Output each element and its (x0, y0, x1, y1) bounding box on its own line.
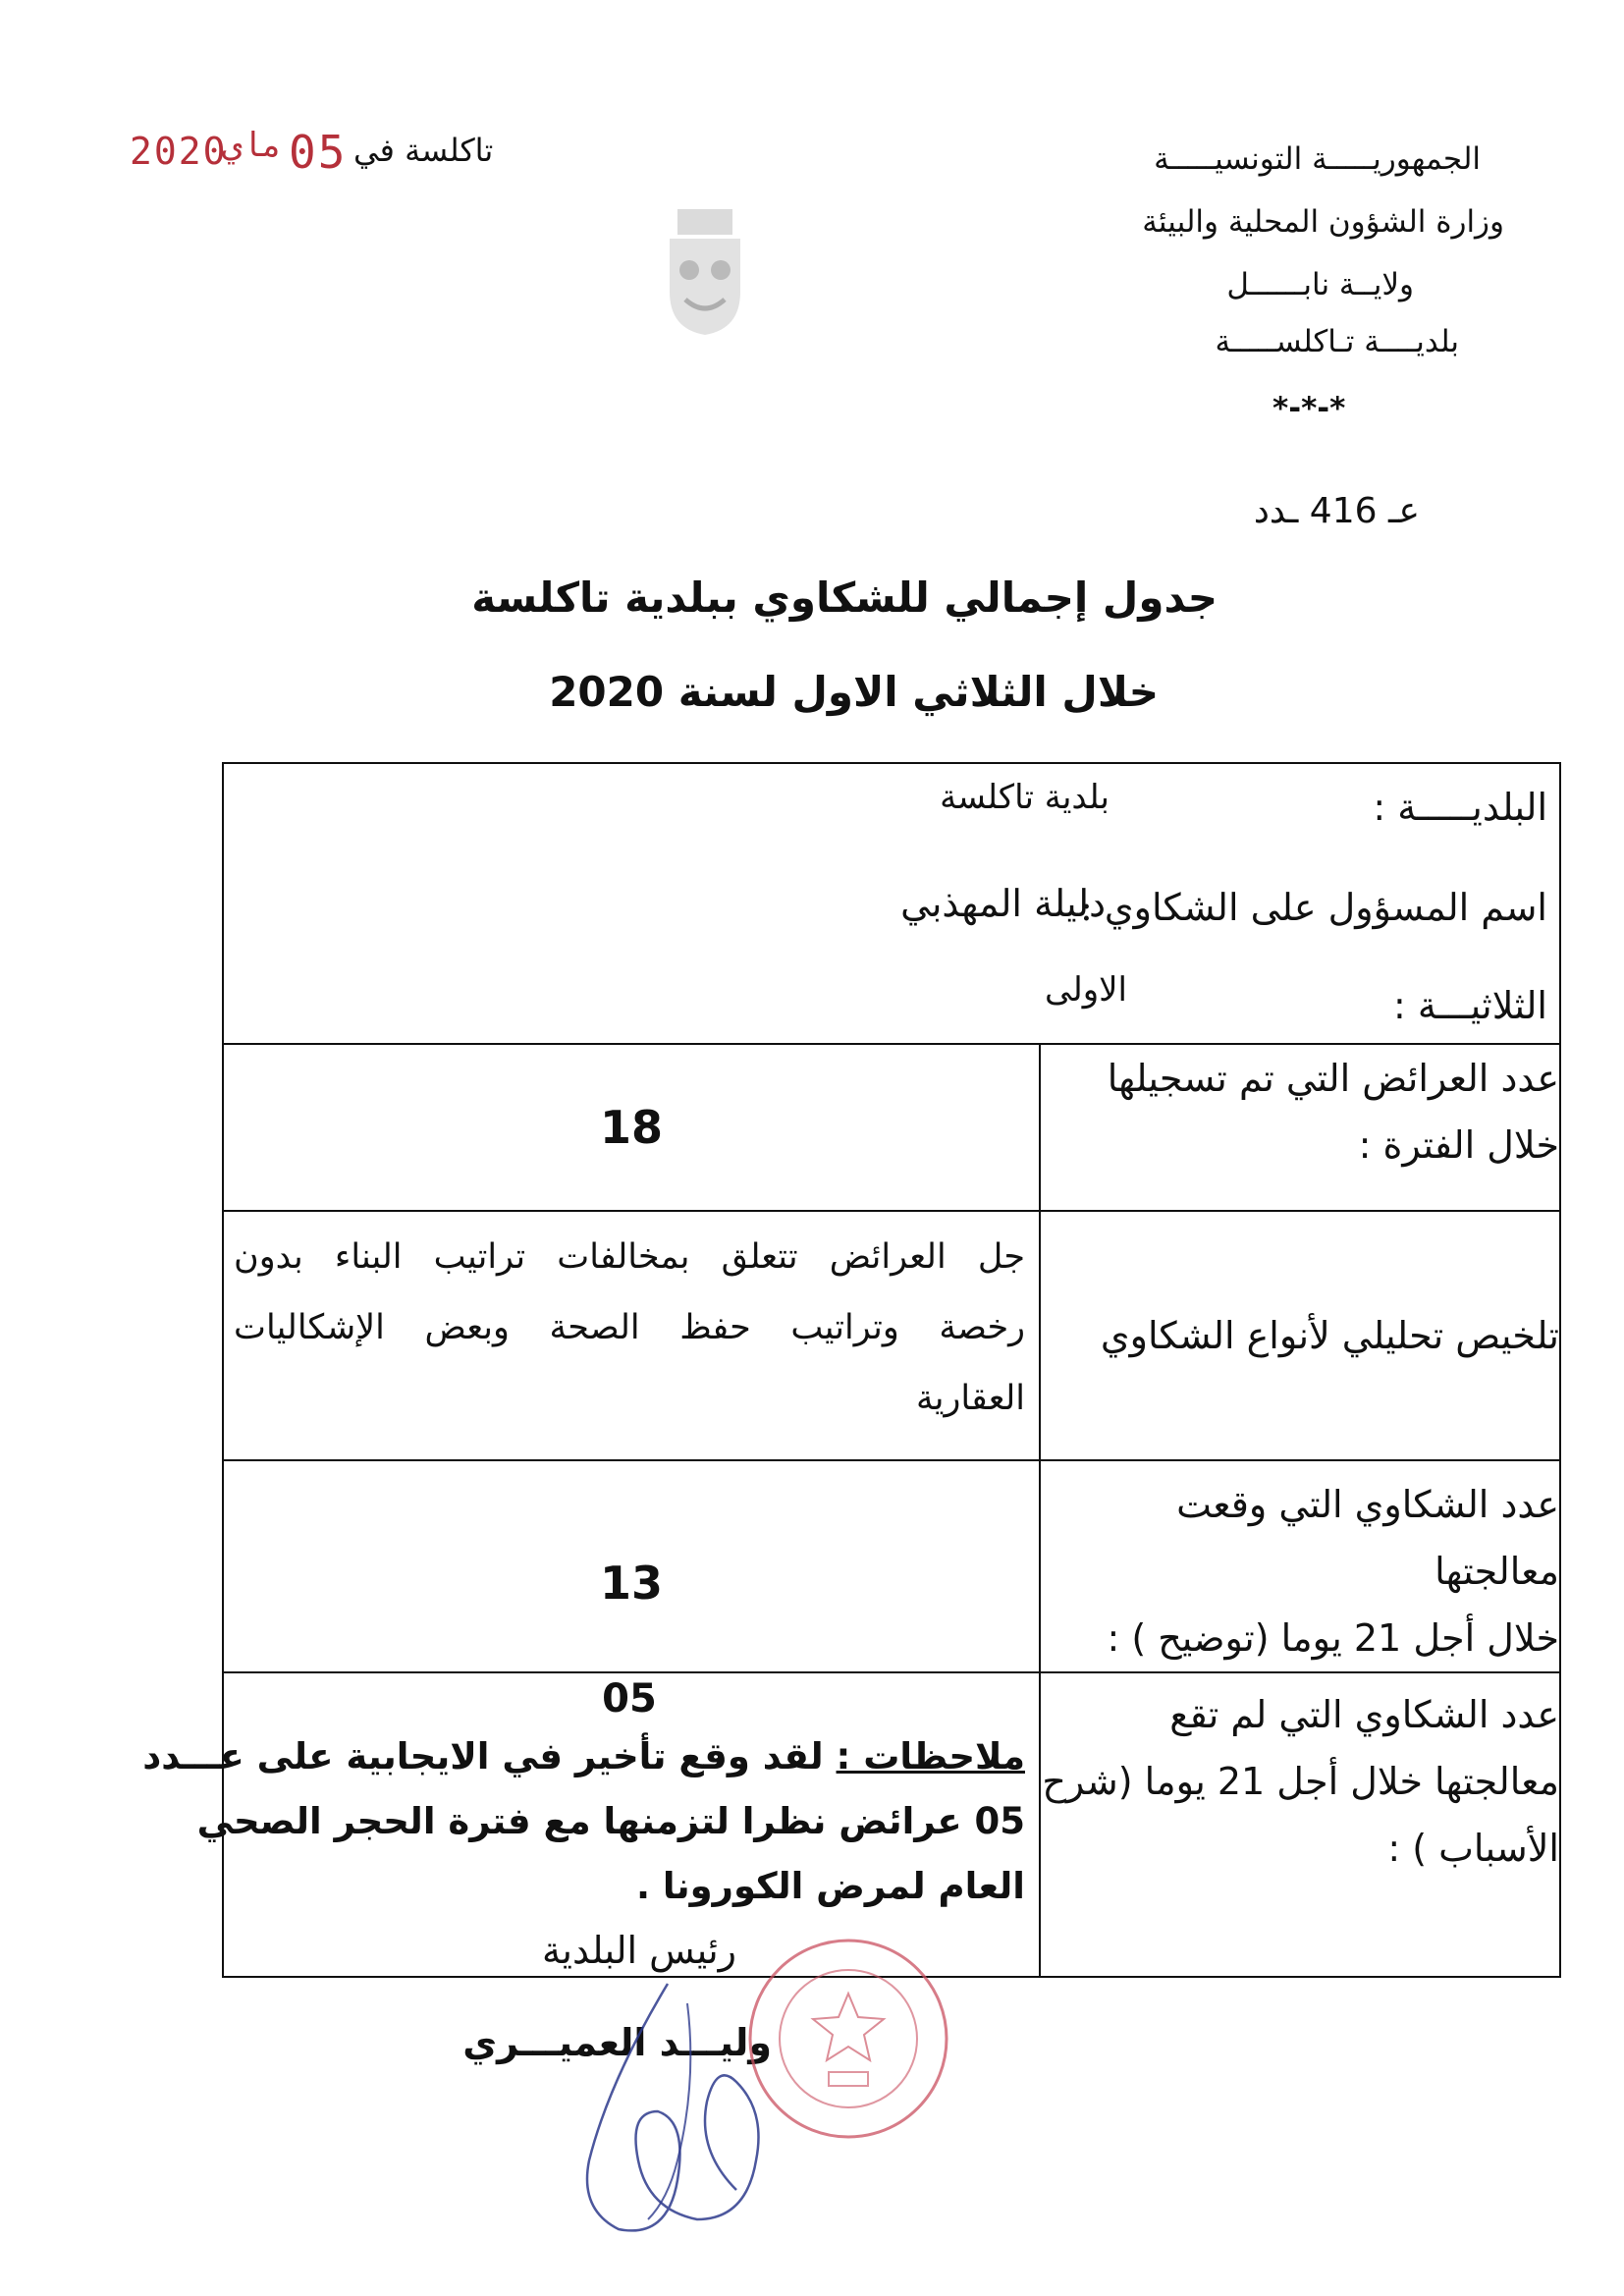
notes-line: 05 عرائض نظرا لتزمنها مع فترة الحجر الصحي (196, 1800, 1025, 1842)
page-title: جدول إجمالي للشكاوي ببلدية تاكلسة (471, 574, 1218, 622)
header-country: الجمهوريـــــة التونسيـــــة (1154, 141, 1481, 177)
label-line: عدد العرائض التي تم تسجيلها (1107, 1057, 1559, 1100)
signature-name: وليـــد العميـــري (462, 2021, 772, 2064)
officer-label: اسم المسؤول على الشكاوي : (1079, 886, 1547, 929)
row-processed-label (1040, 1460, 1560, 1672)
row-unprocessed-label (1040, 1672, 1560, 1977)
signature-title: رئيس البلدية (542, 1929, 736, 1972)
notes-line-1 (142, 1724, 1025, 1789)
summary-line: جل العرائض تتعلق بمخالفات تراتيب البناء بدون (234, 1237, 1025, 1277)
quarter-label: الثلاثيـــة : (1393, 984, 1547, 1027)
complaints-table (142, 762, 1561, 1978)
handwritten-signature (550, 1964, 805, 2259)
label-line: خلال أجل 21 يوما (توضيح ) : (1107, 1616, 1559, 1660)
row-registered-label (1040, 1044, 1560, 1211)
notes-block (142, 1724, 1025, 1919)
notes-line: العام لمرض الكورونا . (635, 1865, 1025, 1907)
label-line: عدد الشكاوي التي وقعت معالجتها (1176, 1483, 1559, 1593)
date-stamp-year: 2020 (130, 130, 228, 173)
row-summary-label (1040, 1211, 1560, 1460)
summary-line: رخصة وتراتيب حفظ الصحة وبعض الإشكاليات (234, 1308, 1025, 1347)
reference-number: عـ 416 ـدد (1253, 491, 1420, 531)
date-stamp-month: ماي (222, 126, 283, 165)
notes-text: لقد وقع تأخير في الايجابية على عـــدد (142, 1735, 824, 1777)
notes-label: ملاحظات : (836, 1735, 1025, 1777)
quarter-value: الاولى (1045, 970, 1127, 1010)
row-registered-value-cell (223, 1044, 1040, 1211)
processed-count: 13 (599, 1557, 663, 1610)
municipality-value: بلدية تاكلسة (940, 778, 1110, 817)
unprocessed-count: 05 (602, 1676, 657, 1722)
label-line: معالجتها خلال أجل 21 يوما (شرح (1042, 1760, 1559, 1803)
emblem-icon (656, 201, 754, 339)
summary-line: العقارية (915, 1379, 1025, 1418)
municipality-label: البلديـــــة : (1373, 786, 1547, 829)
row-processed-value-cell (223, 1460, 1040, 1672)
date-stamp-day: 05 (289, 126, 348, 179)
header-governorate: ولايــة نابــــــل (1226, 267, 1414, 302)
label-line: تلخيص تحليلي لأنواع الشكاوي (1100, 1314, 1559, 1357)
header-separator: *-*-* (1272, 391, 1346, 426)
page-subtitle: خلال الثلاثي الاول لسنة 2020 (549, 668, 1159, 716)
row-summary-value-cell (223, 1211, 1040, 1460)
label-line: عدد الشكاوي التي لم تقع (1169, 1693, 1559, 1736)
registered-count: 18 (599, 1101, 663, 1154)
date-place: تاكلسة في (353, 132, 494, 169)
info-section (223, 763, 1560, 1044)
label-line: الأسباب ) : (1387, 1827, 1559, 1870)
officer-value: دليلة المهذبي (900, 882, 1106, 925)
label-line: خلال الفترة : (1358, 1123, 1559, 1167)
header-ministry: وزارة الشؤون المحلية والبيئة (1142, 204, 1504, 240)
header-municipality: بلديــــة تـاكلســـــة (1215, 324, 1459, 359)
